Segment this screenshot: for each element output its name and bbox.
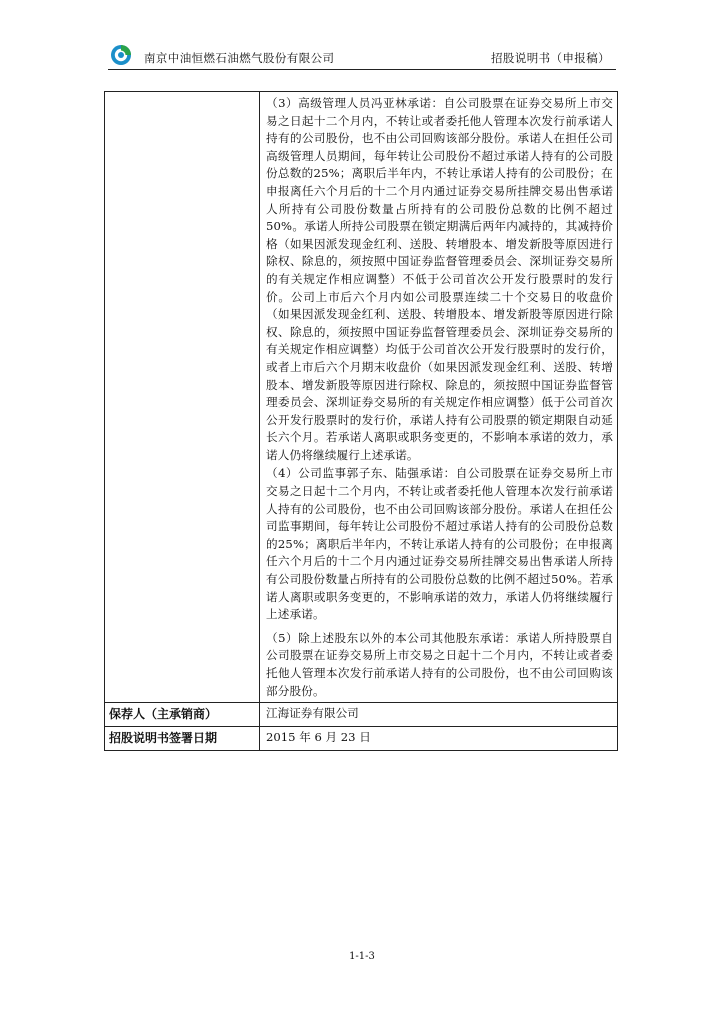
sign-date-value: 2015 年 6 月 23 日: [260, 727, 618, 751]
sponsor-row: [105, 703, 618, 727]
commitment-paragraph: （5）除上述股东以外的本公司其他股东承诺：承诺人所持股票自公司股票在证券交易所上市交易之日起十二个月内，不转让或者委托他人管理本次发行前承诺人持有的公司股份，也不由公司回购该部分股份。: [266, 630, 613, 698]
sponsor-value: 江海证券有限公司: [260, 703, 618, 727]
commitment-paragraph: （4）公司监事郭子东、陆强承诺：自公司股票在证券交易所上市交易之日起十二个月内，不转让或者委托他人管理本次发行前承诺人持有的公司股份，也不由公司回购该部分股份。承诺人在担任公司监事期间，每年转让公司股份不超过承诺人持有的公司股份总数的25%；离职后半年内，不转让承诺人持有的公司股份；在申报离任六个月后的十二个月内通过证券交易所挂牌交易出售承诺人所持有公司股份数量占所持有的公司股份总数的比例不超过50%。若承诺人离职或职务变更的，不影响承诺的效力，承诺人仍将继续履行上述承诺。: [266, 466, 613, 622]
page-header: [108, 44, 616, 70]
header-divider: [108, 69, 616, 70]
commitments-row: [105, 92, 618, 703]
sign-date-row: [105, 727, 618, 751]
commitments-label-cell: [105, 92, 260, 703]
commitments-cell: [260, 92, 618, 703]
company-name: 南京中油恒燃石油燃气股份有限公司: [144, 51, 335, 65]
document-title: 招股说明书（申报稿）: [491, 51, 610, 65]
prospectus-table: [104, 91, 618, 751]
commitment-paragraph: （3）高级管理人员冯亚林承诺：自公司股票在证券交易所上市交易之日起十二个月内，不转让或者委托他人管理本次发行前承诺人持有的公司股份，也不由公司回购该部分股份。承诺人在担任公司高级管理人员期间，每年转让公司股份不超过承诺人持有的公司股份总数的25%；离职后半年内，不转让承诺人持有的公司股份；在申报离任六个月后的十二个月内通过证券交易所挂牌交易出售承诺人所持有公司股份数量占所持有的公司股份总数的比例不超过50%。承诺人所持公司股票在锁定期满后两年内减持的，其减持价格（如果因派发现金红利、送股、转增股本、增发新股等原因进行除权、除息的，须按照中国证券监督管理委员会、深圳证券交易所的有关规定作相应调整）不低于公司首次公开发行股票时的发行价。公司上市后六个月内如公司股票连续二十个交易日的收盘价（如果因派发现金红利、送股、转增股本、增发新股等原因进行除权、除息的，须按照中国证券监督管理委员会、深圳证券交易所的有关规定作相应调整）均低于公司首次公开发行股票时的发行价，或者上市后六个月期末收盘价（如果因派发现金红利、送股、转增股本、增发新股等原因进行除权、除息的，须按照中国证券监督管理委员会、深圳证券交易所的有关规定作相应调整）低于公司首次公开发行股票时的发行价，承诺人持有公司股票的锁定期限自动延长六个月。若承诺人离职或职务变更的，不影响本承诺的效力，承诺人仍将继续履行上述承诺。: [266, 96, 613, 462]
company-logo-icon: [110, 44, 132, 66]
page-number: 1-1-3: [349, 951, 375, 962]
sponsor-label: 保荐人（主承销商）: [105, 703, 260, 727]
sign-date-label: 招股说明书签署日期: [105, 727, 260, 751]
